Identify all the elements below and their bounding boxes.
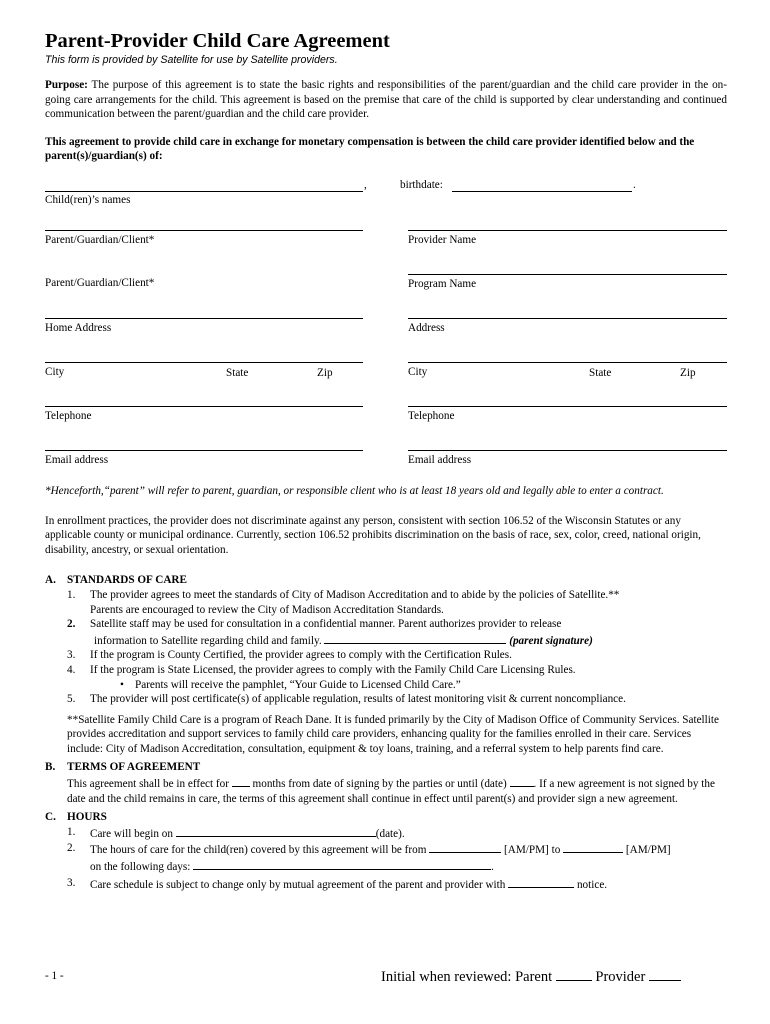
field-row-5 xyxy=(45,406,727,450)
item-number: 3. xyxy=(67,876,76,889)
provider-address-field[interactable] xyxy=(408,318,727,336)
purpose-label: Purpose: xyxy=(45,79,88,91)
form-page xyxy=(45,30,727,892)
item-text: If the program is County Certified, the provider agrees to comply with the Certification Rules. xyxy=(90,649,512,662)
section-a-bullet xyxy=(45,678,727,693)
item-text: Care schedule is subject to change only by mutual agreement of the parent and provider with xyxy=(90,878,509,891)
parent-email-field[interactable] xyxy=(45,450,363,468)
section-c-title: HOURS xyxy=(67,811,107,824)
provider-email-label: Email address xyxy=(408,453,472,466)
section-a-title: STANDARDS OF CARE xyxy=(67,574,187,587)
months-blank[interactable] xyxy=(232,775,250,787)
henceforth-note: *Henceforth,“parent” will refer to parent, guardian, or responsible client who is at least 18 years old and legally able to enter a contract. xyxy=(45,484,664,497)
provider-address-label: Address xyxy=(408,321,445,334)
provider-name-label: Provider Name xyxy=(408,233,477,246)
section-c xyxy=(45,810,727,892)
section-a-item-1 xyxy=(45,588,727,617)
terms-text: This agreement shall be in effect for xyxy=(67,778,232,791)
item-text: Care will begin on xyxy=(90,827,176,840)
parent-zip-label: Zip xyxy=(317,366,333,379)
section-a-heading xyxy=(45,573,727,588)
bullet-text: Parents will receive the pamphlet, “Your Guide to Licensed Child Care.” xyxy=(135,678,461,691)
parent2-label: Parent/Guardian/Client* xyxy=(45,276,155,289)
item-text: [AM/PM] to xyxy=(501,844,564,857)
field-row-2 xyxy=(45,274,727,318)
children-comma: , xyxy=(364,178,367,191)
children-names-blank[interactable] xyxy=(45,178,363,192)
parent1-field[interactable] xyxy=(45,230,363,248)
parent-initial-blank[interactable] xyxy=(556,966,592,981)
section-c-item-3 xyxy=(45,876,727,893)
program-name-label: Program Name xyxy=(408,277,477,290)
item-number: 5. xyxy=(67,693,76,706)
provider-email-field[interactable] xyxy=(408,450,727,468)
field-row-6 xyxy=(45,450,727,482)
provider-name-field[interactable] xyxy=(408,230,727,248)
initials-parent-label: Initial when reviewed: Parent xyxy=(381,969,556,985)
item-number: 4. xyxy=(67,663,76,676)
item-text: The hours of care for the child(ren) covered by this agreement will be from xyxy=(90,844,430,857)
provider-city-field[interactable] xyxy=(408,362,727,380)
item-text: . xyxy=(491,861,494,874)
parent-email-label: Email address xyxy=(45,453,109,466)
section-c-heading xyxy=(45,810,727,825)
item-number: 2. xyxy=(67,618,76,631)
terms-text: . If a new agreement is not signed by the date and the child remains in care, the terms of this agreement shall continue in effect until parent(s) and provider sign a new agreement. xyxy=(67,778,715,805)
provider-city-label: City xyxy=(408,365,428,378)
children-names-label: Child(ren)’s names xyxy=(45,193,131,206)
birthdate-blank[interactable] xyxy=(452,178,632,192)
parent1-label: Parent/Guardian/Client* xyxy=(45,233,155,246)
birthdate-period: . xyxy=(633,178,636,191)
item-text: The provider agrees to meet the standards of City of Madison Accreditation and to abide by the policies of Satellite.** xyxy=(90,588,620,601)
party-fields xyxy=(45,230,727,482)
page-footer xyxy=(45,966,727,986)
section-c-item-1 xyxy=(45,825,727,842)
initials-line xyxy=(381,966,681,985)
section-c-item-2 xyxy=(45,841,727,874)
parent-state-label: State xyxy=(226,366,249,379)
enrollment-paragraph: In enrollment practices, the provider does not discriminate against any person, consistent with section 106.52 of the Wisconsin Statutes or any applicable county or municipal ordinance. Currently, section 106.52 prohibits discrimination on the basis of race, sex, color, creed, national origin, disability, ancestry, or sexual orientation. xyxy=(45,514,701,556)
parent-telephone-field[interactable] xyxy=(45,406,363,424)
field-row-4 xyxy=(45,362,727,406)
item-text: (date). xyxy=(375,827,405,840)
home-address-label: Home Address xyxy=(45,321,112,334)
hours-from-blank[interactable] xyxy=(429,841,501,853)
section-b-heading xyxy=(45,760,727,775)
section-c-letter: C. xyxy=(45,811,56,824)
hours-to-blank[interactable] xyxy=(563,841,623,853)
provider-zip-label: Zip xyxy=(680,366,696,379)
satellite-note: **Satellite Family Child Care is a program of Reach Dane. It is funded primarily by the City of Madison Office of Community Services. Satellite provides accreditation and support services to family child care providers, enhancing quality for the families enrolled in their care. Services include: City of Madison Accreditation, consultation, equipment & toy loans, training, and a referral system to help parents find care. xyxy=(67,713,719,755)
terms-paragraph xyxy=(45,775,727,806)
parent-telephone-label: Telephone xyxy=(45,409,92,422)
home-address-field[interactable] xyxy=(45,318,363,336)
purpose-text: The purpose of this agreement is to state the basic rights and responsibilities of the parent/guardian and the child care provider in the on-going care arrangements for the child. This agreement is based on the premise that care of the child is supported by clear understanding and continued communication between the parent/guardian and the child care provider. xyxy=(45,79,727,121)
section-a-item-3 xyxy=(45,648,727,663)
section-a-letter: A. xyxy=(45,574,56,587)
field-row-1 xyxy=(45,230,727,274)
section-a-item-5 xyxy=(45,692,727,707)
program-name-field[interactable] xyxy=(408,274,727,292)
item-number: 1. xyxy=(67,588,76,601)
section-b-title: TERMS OF AGREEMENT xyxy=(67,761,201,774)
provider-telephone-field[interactable] xyxy=(408,406,727,424)
children-row xyxy=(45,178,727,230)
page-title: Parent-Provider Child Care Agreement xyxy=(45,30,390,52)
birthdate-label: birthdate: xyxy=(400,178,443,191)
section-a-item-2 xyxy=(45,617,727,648)
parent-signature-blank[interactable] xyxy=(324,632,506,644)
item-text: Parents are encouraged to review the City of Madison Accreditation Standards. xyxy=(90,603,444,616)
care-begin-date-blank[interactable] xyxy=(176,825,376,837)
item-number: 2. xyxy=(67,842,76,855)
field-row-3 xyxy=(45,318,727,362)
section-a xyxy=(45,573,727,756)
item-text: on the following days: xyxy=(90,861,194,874)
provider-state-label: State xyxy=(589,366,612,379)
end-date-blank[interactable] xyxy=(510,775,534,787)
section-b xyxy=(45,760,727,806)
parent-signature-label: (parent signature) xyxy=(509,634,593,647)
parent-city-label: City xyxy=(45,365,65,378)
item-text: [AM/PM] xyxy=(623,844,671,857)
item-text: Satellite staff may be used for consultation in a confidential manner. Parent authorizes provider to release xyxy=(90,618,562,631)
provider-telephone-label: Telephone xyxy=(408,409,455,422)
item-number: 3. xyxy=(67,649,76,662)
item-number: 1. xyxy=(67,825,76,838)
bullet-dot: • xyxy=(120,678,124,691)
agreement-statement: This agreement to provide child care in exchange for monetary compensation is between the child care provider identified below and the parent(s)/guardian(s) of: xyxy=(45,135,695,163)
item-text: The provider will post certificate(s) of applicable regulation, results of latest monitoring visit & current noncompliance. xyxy=(90,693,626,706)
item-text: notice. xyxy=(574,878,608,891)
care-days-blank[interactable] xyxy=(193,858,491,870)
terms-text: months from date of signing by the parties or until (date) xyxy=(249,778,510,791)
parent2-field[interactable] xyxy=(45,274,363,291)
page-number: - 1 - xyxy=(45,970,64,982)
section-b-letter: B. xyxy=(45,761,56,774)
purpose-paragraph xyxy=(45,78,727,122)
notice-period-blank[interactable] xyxy=(508,876,574,888)
provider-initial-blank[interactable] xyxy=(649,966,681,981)
page-subtitle: This form is provided by Satellite for use by Satellite providers. xyxy=(45,54,338,66)
item-text: information to Satellite regarding child and family. xyxy=(94,634,322,647)
section-a-item-4 xyxy=(45,663,727,678)
initials-provider-label: Provider xyxy=(591,969,649,985)
parent-city-field[interactable] xyxy=(45,362,363,380)
item-text: If the program is State Licensed, the provider agrees to comply with the Family Child Care Licensing Rules. xyxy=(90,663,576,676)
